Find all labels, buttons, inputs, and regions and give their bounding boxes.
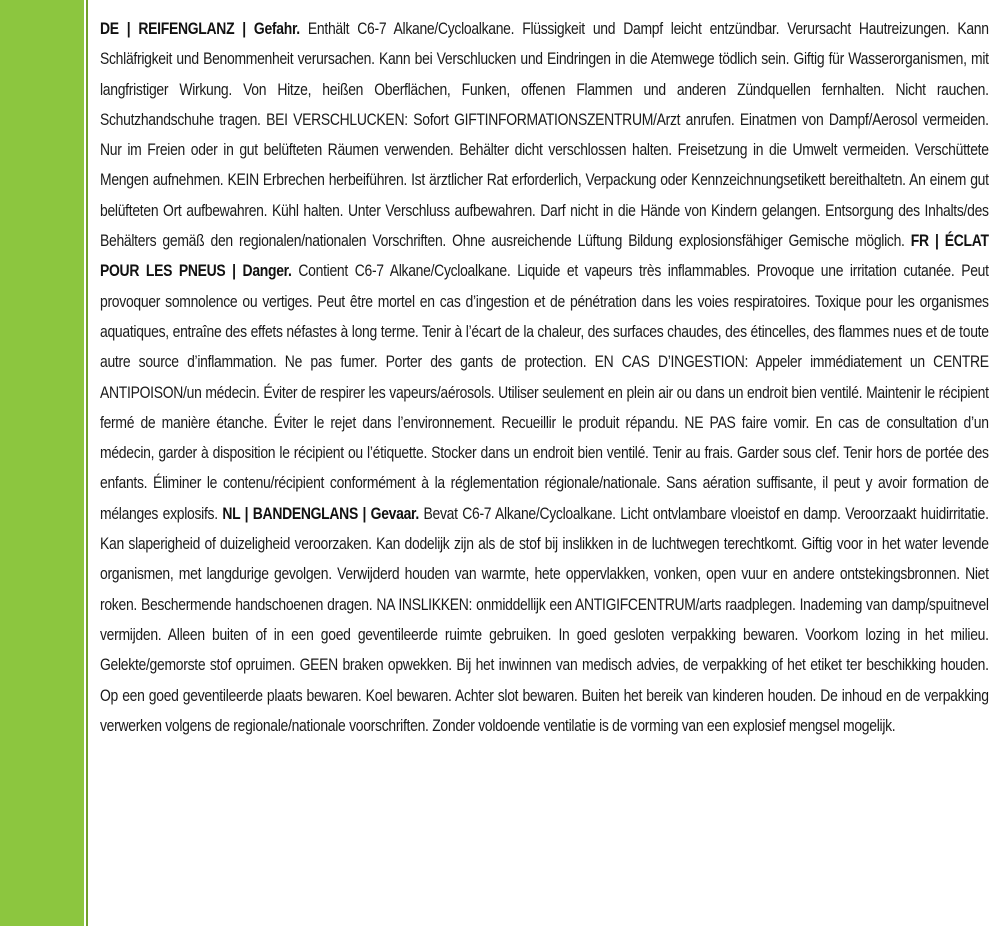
de-product-name: REIFENGLANZ xyxy=(138,19,235,38)
de-separator-1: | xyxy=(118,19,139,38)
fr-product-name: ÉCLAT POUR LES PNEUS xyxy=(100,231,989,281)
fr-hazard-text: Contient C6-7 Alkane/Cycloalkane. Liquide et vapeurs très inflammables. Provoque une irritation cutanée. Peut provoquer somnolence ou vertiges. Peut être mortel en cas d’ingestion et de pénétration dans les voies respiratoires. Toxique pour les organismes aquatiques, entraîne des effets néfastes à long terme. Tenir à l’écart de la chaleur, des surfaces chaudes, des étincelles, des flammes nues et de toute autre source d’inflammation. Ne pas fumer. Porter des gants de protection. EN CAS D’INGESTION: Appeler immédiatement un CENTRE ANTIPOISON/un médecin. Éviter de respirer les vapeurs/aérosols. Utiliser seulement en plein air ou dans un endroit bien ventilé. Maintenir le récipient fermé de manière étanche. Éviter le rejet dans l’environnement. Recueillir le produit répandu. NE PAS faire vomir. En cas de consultation d’un médecin, garder à disposition le récipient ou l’étiquette. Stocker dans un endroit bien ventilé. Tenir au frais. Garder sous clef. Tenir hors de portée des enfants. Éliminer le contenu/récipient conformément à la réglementation régionale/nationale. Sans aération suffisante, il peut y avoir formation de mélanges explosifs. xyxy=(100,261,989,523)
nl-separator-2: | xyxy=(357,503,371,523)
nl-lang-code: NL xyxy=(222,503,241,523)
fr-separator-2: | xyxy=(225,261,243,281)
fr-lang-code: FR xyxy=(910,231,929,251)
de-separator-2: | xyxy=(234,19,254,38)
nl-separator-1: | xyxy=(240,503,253,523)
green-side-bar xyxy=(0,0,84,926)
nl-hazard-text: Bevat C6-7 Alkane/Cycloalkane. Licht ontvlambare vloeistof en damp. Veroorzaakt huidirritatie. Kan slaperigheid of duizeligheid veroorzaken. Kan dodelijk zijn als de stof bij inslikken in de luchtwegen terechtkomt. Giftig voor in het water levende organismen, met langdurige gevolgen. Verwijderd houden van warmte, hete oppervlakken, vonken, open vuur en andere ontstekingsbronnen. Niet roken. Beschermende handschoenen dragen. NA INSLIKKEN: onmiddellijk een ANTIGIFCENTRUM/arts raadplegen. Inademing van damp/spuitnevel vermijden. Alleen buiten of in een goed geventileerde ruimte gebruiken. In goed gesloten verpakking bewaren. Voorkom lozing in het milieu. Gelekte/gemorste stof opruimen. GEEN braken opwekken. Bij het inwinnen van medisch advies, de verpakking of het etiket ter beschikking houden. Op een goed geventileerde plaats bewaren. Koel bewaren. Achter slot bewaren. Buiten het bereik van kinderen houden. De inhoud en de verpakking verwerken volgens de regionale/nationale voorschriften. Zonder voldoende ventilatie is de vorming van een explosief mengsel mogelijk. xyxy=(100,503,989,735)
text-panel xyxy=(86,0,1000,926)
fr-signal-word: Danger. xyxy=(242,261,292,281)
fr-separator-1: | xyxy=(928,231,945,251)
hazard-text-block xyxy=(100,14,989,741)
nl-signal-word: Gevaar. xyxy=(370,503,419,523)
nl-product-name: BANDENGLANS xyxy=(252,503,358,523)
de-signal-word: Gefahr. xyxy=(253,19,300,38)
de-hazard-text: Enthält C6-7 Alkane/Cycloalkane. Flüssigkeit und Dampf leicht entzündbar. Verursacht Hautreizungen. Kann Schläfrigkeit und Benommenheit verursachen. Kann bei Verschlucken und Eindringen in die Atemwege tödlich sein. Giftig für Wasserorganismen, mit langfristiger Wirkung. Von Hitze, heißen Oberflächen, Funken, offenen Flammen und anderen Zündquellen fernhalten. Nicht rauchen. Schutzhandschuhe tragen. BEI VERSCHLUCKEN: Sofort GIFTINFORMATIONSZENTRUM/Arzt anrufen. Einatmen von Dampf/Aerosol vermeiden. Nur im Freien oder in gut belüfteten Räumen verwenden. Behälter dicht verschlossen halten. Freisetzung in die Umwelt vermeiden. Verschüttete Mengen aufnehmen. KEIN Erbrechen herbeiführen. Ist ärztlicher Rat erforderlich, Verpackung oder Kennzeichnungsetikett bereithaltetn. An einem gut belüfteten Ort aufbewahren. Kühl halten. Unter Verschluss aufbewahren. Darf nicht in die Hände von Kindern gelangen. Entsorgung des Inhalts/des Behälters gemäß den regionalen/nationalen Vorschriften. Ohne ausreichende Lüftung Bildung explosionsfähiger Gemische möglich. xyxy=(100,19,989,251)
de-lang-code: DE xyxy=(100,19,119,38)
